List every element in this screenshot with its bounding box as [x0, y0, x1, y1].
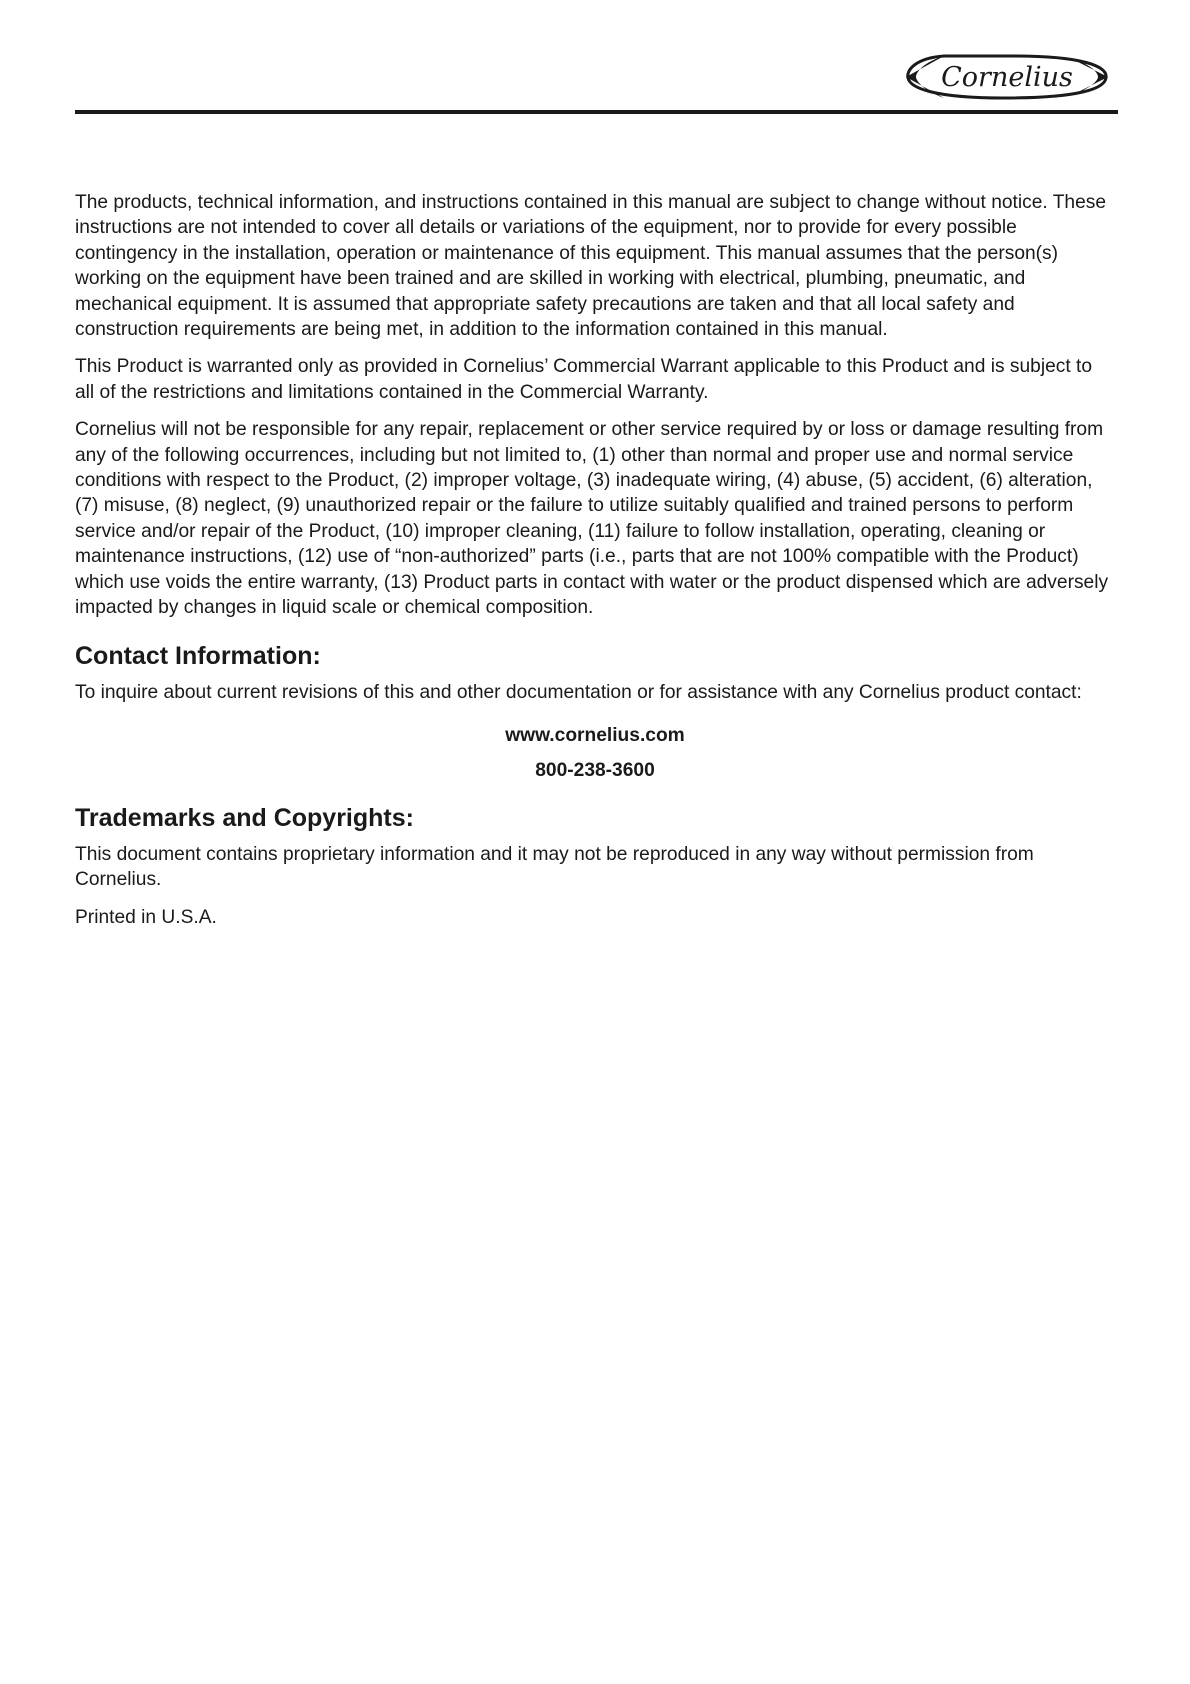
cornelius-logo	[904, 50, 1110, 104]
page-header	[75, 40, 1118, 114]
contact-heading: Contact Information:	[75, 641, 321, 670]
header-rule	[75, 110, 1118, 114]
contact-text: To inquire about current revisions of this and other documentation or for assistance with any Cornelius product contact:	[75, 681, 1082, 703]
trademarks-heading: Trademarks and Copyrights:	[75, 803, 414, 832]
contact-phone: 800-238-3600	[535, 759, 655, 781]
contact-website[interactable]: www.cornelius.com	[505, 724, 685, 746]
printed-in: Printed in U.S.A.	[75, 906, 217, 928]
intro-paragraph-1: The products, technical information, and instructions contained in this manual are subject to change without notice. These instructions are not intended to cover all details or variations of the equipment, nor to provide for every possible contingency in the installation, operation or maintenance of this equipment. This manual assumes that the person(s) working on the equipment have been trained and are skilled in working with electrical, plumbing, pneumatic, and mechanical equipment. It is assumed that appropriate safety precautions are taken and that all local safety and construction requirements are being met, in addition to the information contained in this manual.	[75, 192, 1107, 341]
document-body	[75, 190, 1115, 942]
intro-paragraph-2: This Product is warranted only as provided in Cornelius’ Commercial Warrant applicable to this Product and is subject to all of the restrictions and limitations contained in the Commercial Warranty.	[75, 356, 1093, 403]
svg-text:Cornelius: Cornelius	[941, 62, 1073, 93]
trademarks-text: This document contains proprietary information and it may not be reproduced in any way without permission from Cornelius.	[75, 843, 1034, 891]
intro-paragraph-3: Cornelius will not be responsible for any repair, replacement or other service required by or loss or damage resulting from any of the following occurrences, including but not limited to, (1) other than normal and proper use and normal service conditions with respect to the Product, (2) improper voltage, (3) inadequate wiring, (4) abuse, (5) accident, (6) alteration, (7) misuse, (8) neglect, (9) unauthorized repair or the failure to utilize suitably qualified and trained persons to perform service and/or repair of the Product, (10) improper cleaning, (11) failure to follow installation, operating, cleaning or maintenance instructions, (12) use of “non-authorized” parts (i.e., parts that are not 100% compatible with the Product) which use voids the entire warranty, (13) Product parts in contact with water or the product dispensed which are adversely impacted by changes in liquid scale or chemical composition.	[75, 419, 1109, 619]
